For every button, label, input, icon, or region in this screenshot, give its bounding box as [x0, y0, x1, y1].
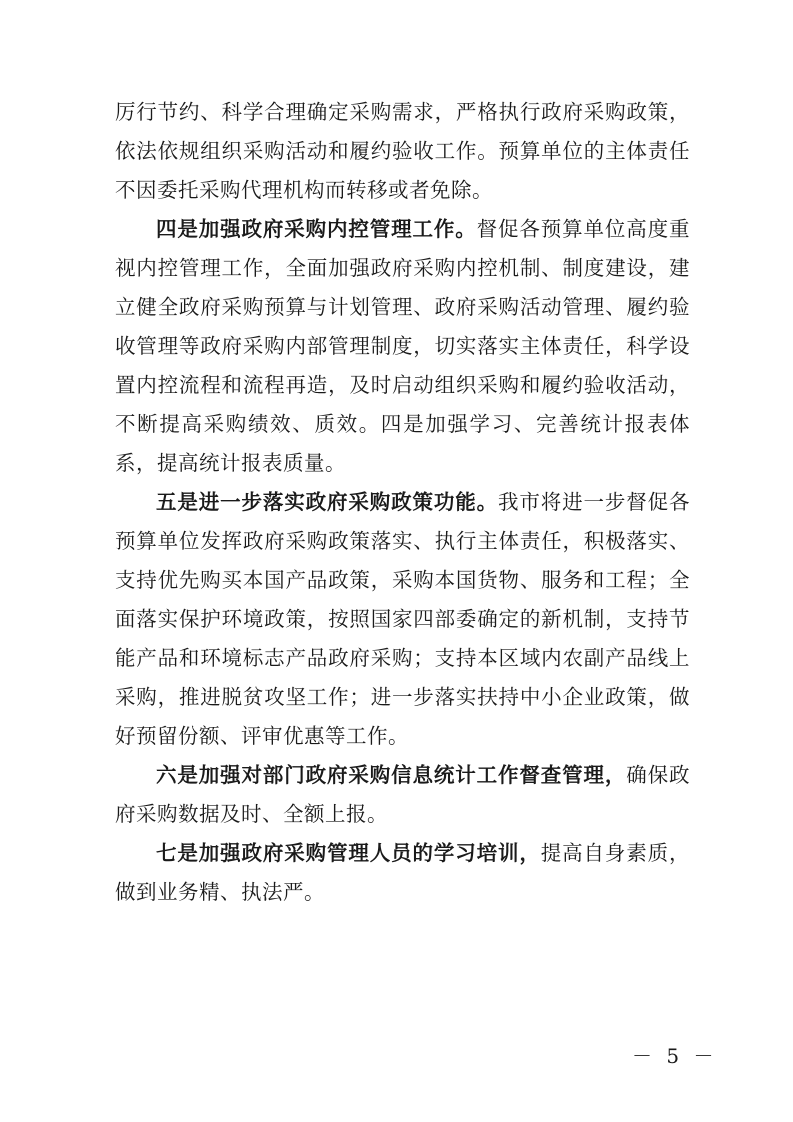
paragraph-internal-control: [115, 210, 690, 483]
page-number: － 5 －: [632, 1044, 718, 1068]
paragraph-text: 提高自身素质，做到业务精、执法严。: [115, 841, 690, 904]
paragraph-procurement-principles: [115, 93, 690, 210]
paragraph-lead: 四是加强政府采购内控管理工作。: [156, 217, 477, 241]
body-text: [115, 93, 690, 912]
paragraph-text: 督促各预算单位高度重视内控管理工作，全面加强政府采购内控机制、制度建设，建立健全政府采购预算与计划管理、政府采购活动管理、履约验收管理等政府采购内部管理制度，切实落实主体责任，科学设置内控流程和流程再造，及时启动组织采购和履约验收活动，不断提高采购绩效、质效。四是加强学习、完善统计报表体系，提高统计报表质量。: [115, 217, 690, 475]
paragraph-text: 厉行节约、科学合理确定采购需求，严格执行政府采购政策，依法依规组织采购活动和履约验收工作。预算单位的主体责任不因委托采购代理机构而转移或者免除。: [115, 100, 690, 202]
paragraph-text: 我市将进一步督促各预算单位发挥政府采购政策落实、执行主体责任，积极落实、支持优先购买本国产品政策，采购本国货物、服务和工程；全面落实保护环境政策，按照国家四部委确定的新机制，支持节能产品和环境标志产品政府采购；支持本区域内农副产品线上采购，推进脱贫攻坚工作；进一步落实扶持中小企业政策，做好预留份额、评审优惠等工作。: [115, 490, 690, 748]
paragraph-statistics-supervision: [115, 756, 690, 834]
paragraph-staff-training: [115, 834, 690, 912]
paragraph-text: 确保政府采购数据及时、全额上报。: [115, 763, 690, 826]
paragraph-lead: 五是进一步落实政府采购政策功能。: [156, 490, 498, 514]
paragraph-lead: 六是加强对部门政府采购信息统计工作督查管理，: [156, 763, 627, 787]
paragraph-policy-functions: [115, 483, 690, 756]
paragraph-lead: 七是加强政府采购管理人员的学习培训，: [156, 841, 541, 865]
